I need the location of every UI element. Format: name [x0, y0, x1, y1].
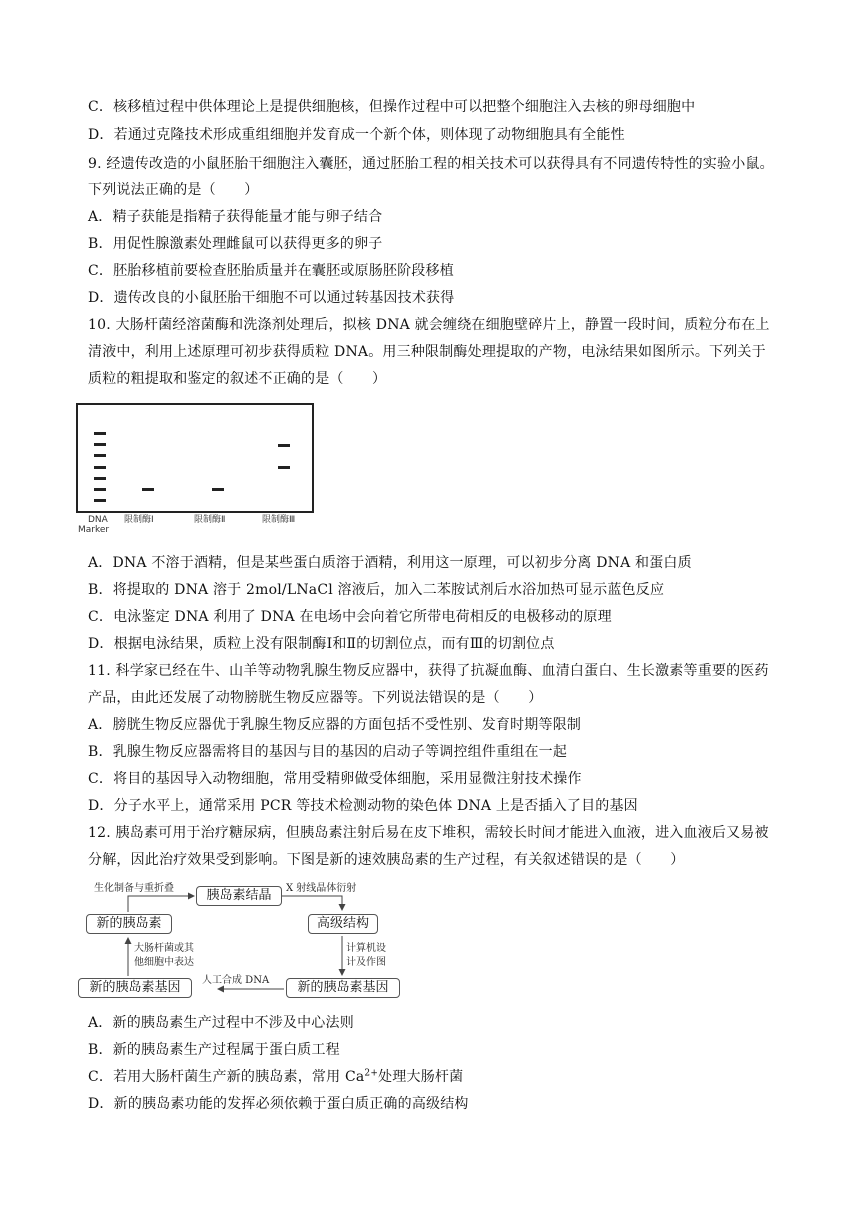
lane-label-enzyme-3: 限制酶Ⅲ — [262, 515, 296, 525]
marker-band — [94, 466, 106, 469]
insulin-production-diagram — [78, 880, 408, 1004]
q11-stem-1: 11. 科学家已经在牛、山羊等动物乳腺生物反应器中，获得了抗凝血酶、血清白蛋白、生长激素等重要的医药 — [88, 663, 769, 679]
box-new-insulin: 新的胰岛素 — [86, 914, 172, 934]
label-ecoli-expression-2: 他细胞中表达 — [134, 957, 194, 968]
q12-option-c-text-end: 处理大肠杆菌 — [378, 1069, 464, 1085]
lane-label-enzyme-1: 限制酶Ⅰ — [124, 515, 154, 525]
q10-stem-1: 10. 大肠杆菌经溶菌酶和洗涤剂处理后，拟核 DNA 就会缠绕在细胞壁碎片上，静置一段时间，质粒分布在上 — [88, 317, 770, 333]
q10-option-c: C．电泳鉴定 DNA 利用了 DNA 在电场中会向着它所带电荷相反的电极移动的原理 — [88, 609, 612, 625]
label-computer-design-2: 计及作图 — [346, 957, 386, 968]
q10-stem-3: 质粒的粗提取和鉴定的叙述不正确的是（ ） — [88, 371, 387, 387]
marker-band — [94, 477, 106, 480]
q12-option-c-superscript: 2+ — [364, 1068, 379, 1079]
q12-option-a: A．新的胰岛素生产过程中不涉及中心法则 — [88, 1015, 354, 1031]
label-ecoli-expression-1: 大肠杆菌或其 — [134, 943, 194, 954]
lane3-band — [278, 466, 290, 469]
q8-option-c: C．核移植过程中供体理论上是提供细胞核，但操作过程中可以把整个细胞注入去核的卵母细胞中 — [88, 99, 696, 115]
lane3-band — [278, 444, 290, 447]
gel-electrophoresis-figure — [76, 403, 312, 535]
lane-label-marker-sub: Marker — [78, 525, 110, 535]
lane-label-marker: DNA — [88, 515, 108, 525]
q9-option-d: D．遗传改良的小鼠胚胎干细胞不可以通过转基因技术获得 — [88, 290, 455, 306]
label-biochem-refold: 生化制备与重折叠 — [94, 883, 174, 894]
q11-option-b: B．乳腺生物反应器需将目的基因与目的基因的启动子等调控组件重组在一起 — [88, 744, 568, 760]
box-new-gene-right: 新的胰岛素基因 — [286, 978, 400, 998]
q10-option-a: A．DNA 不溶于酒精，但是某些蛋白质溶于酒精，利用这一原理，可以初步分离 DNA 和蛋白质 — [88, 555, 692, 571]
q9-option-a: A．精子获能是指精子获得能量才能与卵子结合 — [88, 209, 383, 225]
q11-stem-2: 产品，由此还发展了动物膀胱生物反应器等。下列说法错误的是（ ） — [88, 690, 543, 706]
gel-frame — [76, 403, 314, 513]
box-insulin-crystal: 胰岛素结晶 — [196, 886, 282, 906]
q12-stem-1: 12. 胰岛素可用于治疗糖尿病，但胰岛素注射后易在皮下堆积，需较长时间才能进入血液，进入血液后又易被 — [88, 825, 769, 841]
marker-band — [94, 499, 106, 502]
q12-option-d: D．新的胰岛素功能的发挥必须依赖于蛋白质正确的高级结构 — [88, 1096, 469, 1112]
q8-option-d: D．若通过克隆技术形成重组细胞并发育成一个新个体，则体现了动物细胞具有全能性 — [88, 127, 625, 143]
q10-option-b: B．将提取的 DNA 溶于 2mol/LNaCl 溶液后，加入二苯胺试剂后水浴加热可显示蓝色反应 — [88, 582, 665, 598]
marker-band — [94, 454, 106, 457]
q11-option-d: D．分子水平上，通常采用 PCR 等技术检测动物的染色体 DNA 上是否插入了目的基因 — [88, 798, 638, 814]
q10-option-d: D．根据电泳结果，质粒上没有限制酶Ⅰ和Ⅱ的切割位点，而有Ⅲ的切割位点 — [88, 636, 555, 652]
lane-label-enzyme-2: 限制酶Ⅱ — [194, 515, 226, 525]
lane2-band — [212, 488, 224, 491]
q9-stem-2: 下列说法正确的是（ ） — [88, 182, 259, 198]
box-new-gene-left: 新的胰岛素基因 — [78, 978, 192, 998]
label-computer-design-1: 计算机设 — [346, 943, 386, 954]
q11-option-a: A．膀胱生物反应器优于乳腺生物反应器的方面包括不受性别、发育时期等限制 — [88, 717, 582, 733]
q12-option-c-text: C．若用大肠杆菌生产新的胰岛素，常用 Ca — [88, 1069, 365, 1085]
q10-stem-2: 清液中，利用上述原理可初步获得质粒 DNA。用三种限制酶处理提取的产物，电泳结果如图所示。下列关于 — [88, 344, 766, 360]
q9-stem-1: 9. 经遗传改造的小鼠胚胎干细胞注入囊胚，通过胚胎工程的相关技术可以获得具有不同遗传特性的实验小鼠。 — [88, 156, 774, 172]
box-higher-structure: 高级结构 — [308, 914, 378, 934]
q9-option-b: B．用促性腺激素处理雌鼠可以获得更多的卵子 — [88, 236, 383, 252]
q12-stem-2: 分解，因此治疗效果受到影响。下图是新的速效胰岛素的生产过程，有关叙述错误的是（ ） — [88, 852, 685, 868]
marker-band — [94, 432, 106, 435]
q12-option-c — [88, 1068, 463, 1086]
q12-option-b: B．新的胰岛素生产过程属于蛋白质工程 — [88, 1042, 340, 1058]
label-xray-diffraction: X 射线晶体衍射 — [286, 883, 357, 894]
q11-option-c: C．将目的基因导入动物细胞，常用受精卵做受体细胞，采用显微注射技术操作 — [88, 771, 582, 787]
q9-option-c: C．胚胎移植前要检查胚胎质量并在囊胚或原肠胚阶段移植 — [88, 263, 454, 279]
lane1-band — [142, 488, 154, 491]
label-artificial-dna: 人工合成 DNA — [202, 975, 270, 986]
marker-band — [94, 488, 106, 491]
marker-band — [94, 443, 106, 446]
